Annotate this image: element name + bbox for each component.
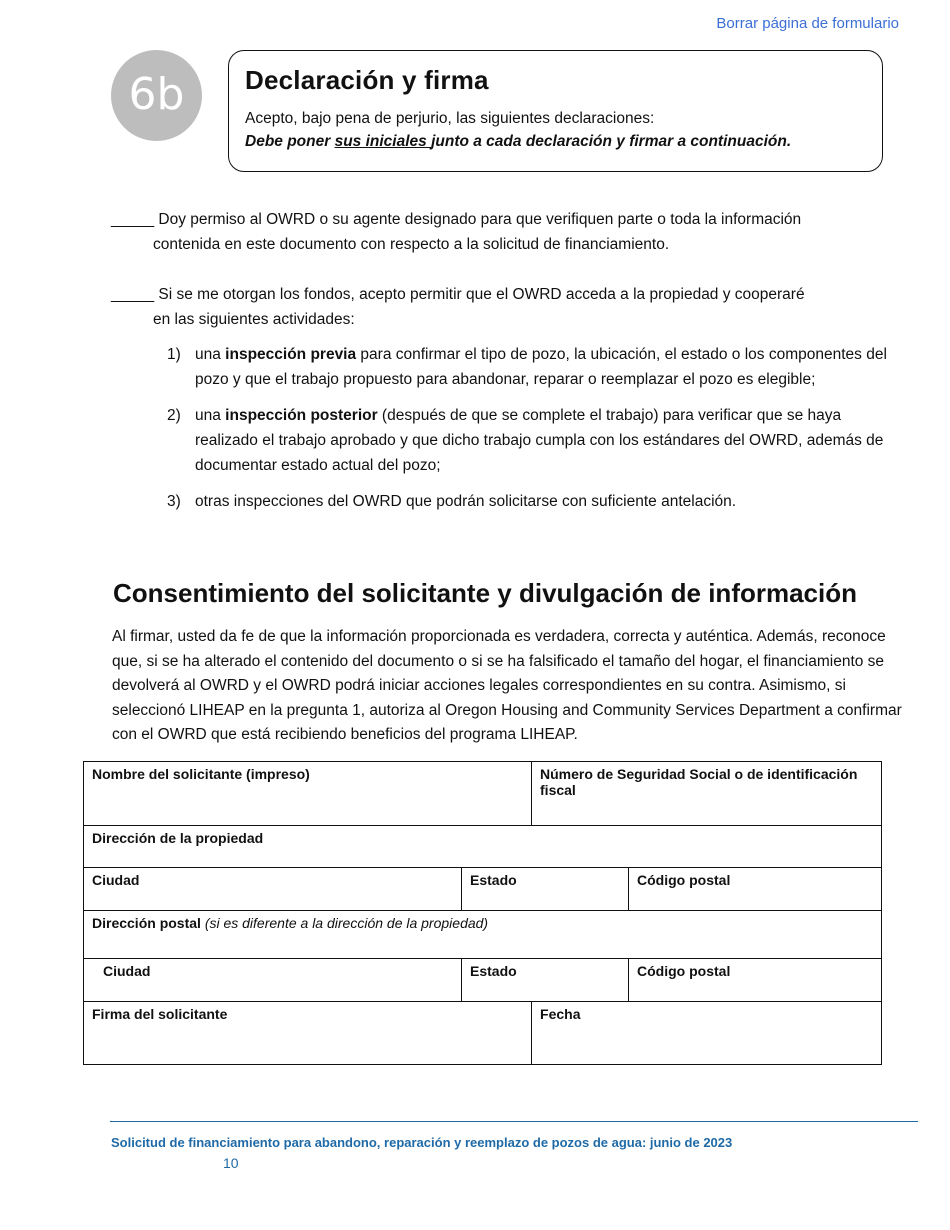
declaration-intro: Acepto, bajo pena de perjurio, las siguientes declaraciones: — [245, 110, 655, 127]
property-address-field[interactable]: Dirección de la propiedad — [84, 826, 882, 868]
footer-title: Solicitud de financiamiento para abandono, reparación y reemplazo de pozos de agua: junio de 2023 — [111, 1135, 733, 1150]
ssn-field[interactable]: Número de Seguridad Social o de identificación fiscal — [532, 762, 882, 826]
mailing-zip-field[interactable]: Código postal — [629, 959, 882, 1002]
clear-form-page-link[interactable]: Borrar página de formulario — [716, 15, 899, 32]
city-field[interactable]: Ciudad — [84, 868, 462, 911]
statement-verify[interactable] — [111, 207, 891, 257]
page-number: 10 — [223, 1155, 239, 1171]
declaration-instruction: Debe poner sus iniciales junto a cada declaración y firmar a continuación. — [245, 133, 792, 150]
mailing-city-field[interactable]: Ciudad — [84, 959, 462, 1002]
footer-divider — [110, 1121, 918, 1122]
statement-line: _____ Si se me otorgan los fondos, acepto permitir que el OWRD acceda a la propiedad y cooperaré — [111, 286, 805, 303]
zip-field[interactable]: Código postal — [629, 868, 882, 911]
activities-list — [167, 342, 897, 525]
mailing-state-field[interactable]: Estado — [462, 959, 629, 1002]
declaration-box — [228, 50, 883, 172]
applicant-name-field[interactable]: Nombre del solicitante (impreso) — [84, 762, 532, 826]
state-field[interactable]: Estado — [462, 868, 629, 911]
statement-line: contenida en este documento con respecto a la solicitud de financiamiento. — [153, 236, 670, 253]
applicant-form-table — [83, 761, 882, 1065]
section-badge: 6b — [111, 50, 202, 141]
consent-body: Al firmar, usted da fe de que la información proporcionada es verdadera, correcta y auténtica. Además, reconoce que, si se ha alterado el contenido del documento o si se ha falsificado el tamaño del hogar, el financiamiento se devolverá al OWRD y el OWRD podrá iniciar acciones legales correspondientes en su contra. Asimismo, si seleccionó LIHEAP en la pregunta 1, autoriza al Oregon Housing and Community Services Department a confirmar con el OWRD que está recibiendo beneficios del programa LIHEAP. — [112, 628, 902, 743]
statement-line: en las siguientes actividades: — [153, 311, 355, 328]
mailing-address-field[interactable]: Dirección postal (si es diferente a la dirección de la propiedad) — [84, 911, 882, 959]
statement-line: _____ Doy permiso al OWRD o su agente designado para que verifiquen parte o toda la información — [111, 211, 802, 228]
section-title: Declaración y firma — [245, 65, 489, 95]
consent-heading: Consentimiento del solicitante y divulgación de información — [113, 578, 857, 608]
list-item: 1) una inspección previa para confirmar el tipo de pozo, la ubicación, el estado o los componentes del pozo y que el trabajo propuesto para abandonar, reparar o reemplazar el pozo es elegible; — [167, 346, 887, 388]
list-item: 3) otras inspecciones del OWRD que podrán solicitarse con suficiente antelación. — [167, 493, 737, 510]
date-field[interactable]: Fecha — [532, 1002, 882, 1065]
signature-field[interactable]: Firma del solicitante — [84, 1002, 532, 1065]
list-item: 2) una inspección posterior (después de que se complete el trabajo) para verificar que se haya realizado el trabajo aprobado y que dicho trabajo cumpla con los estándares del OWRD, además de documentar estado actual del pozo; — [167, 407, 884, 474]
statement-access[interactable] — [111, 282, 891, 332]
